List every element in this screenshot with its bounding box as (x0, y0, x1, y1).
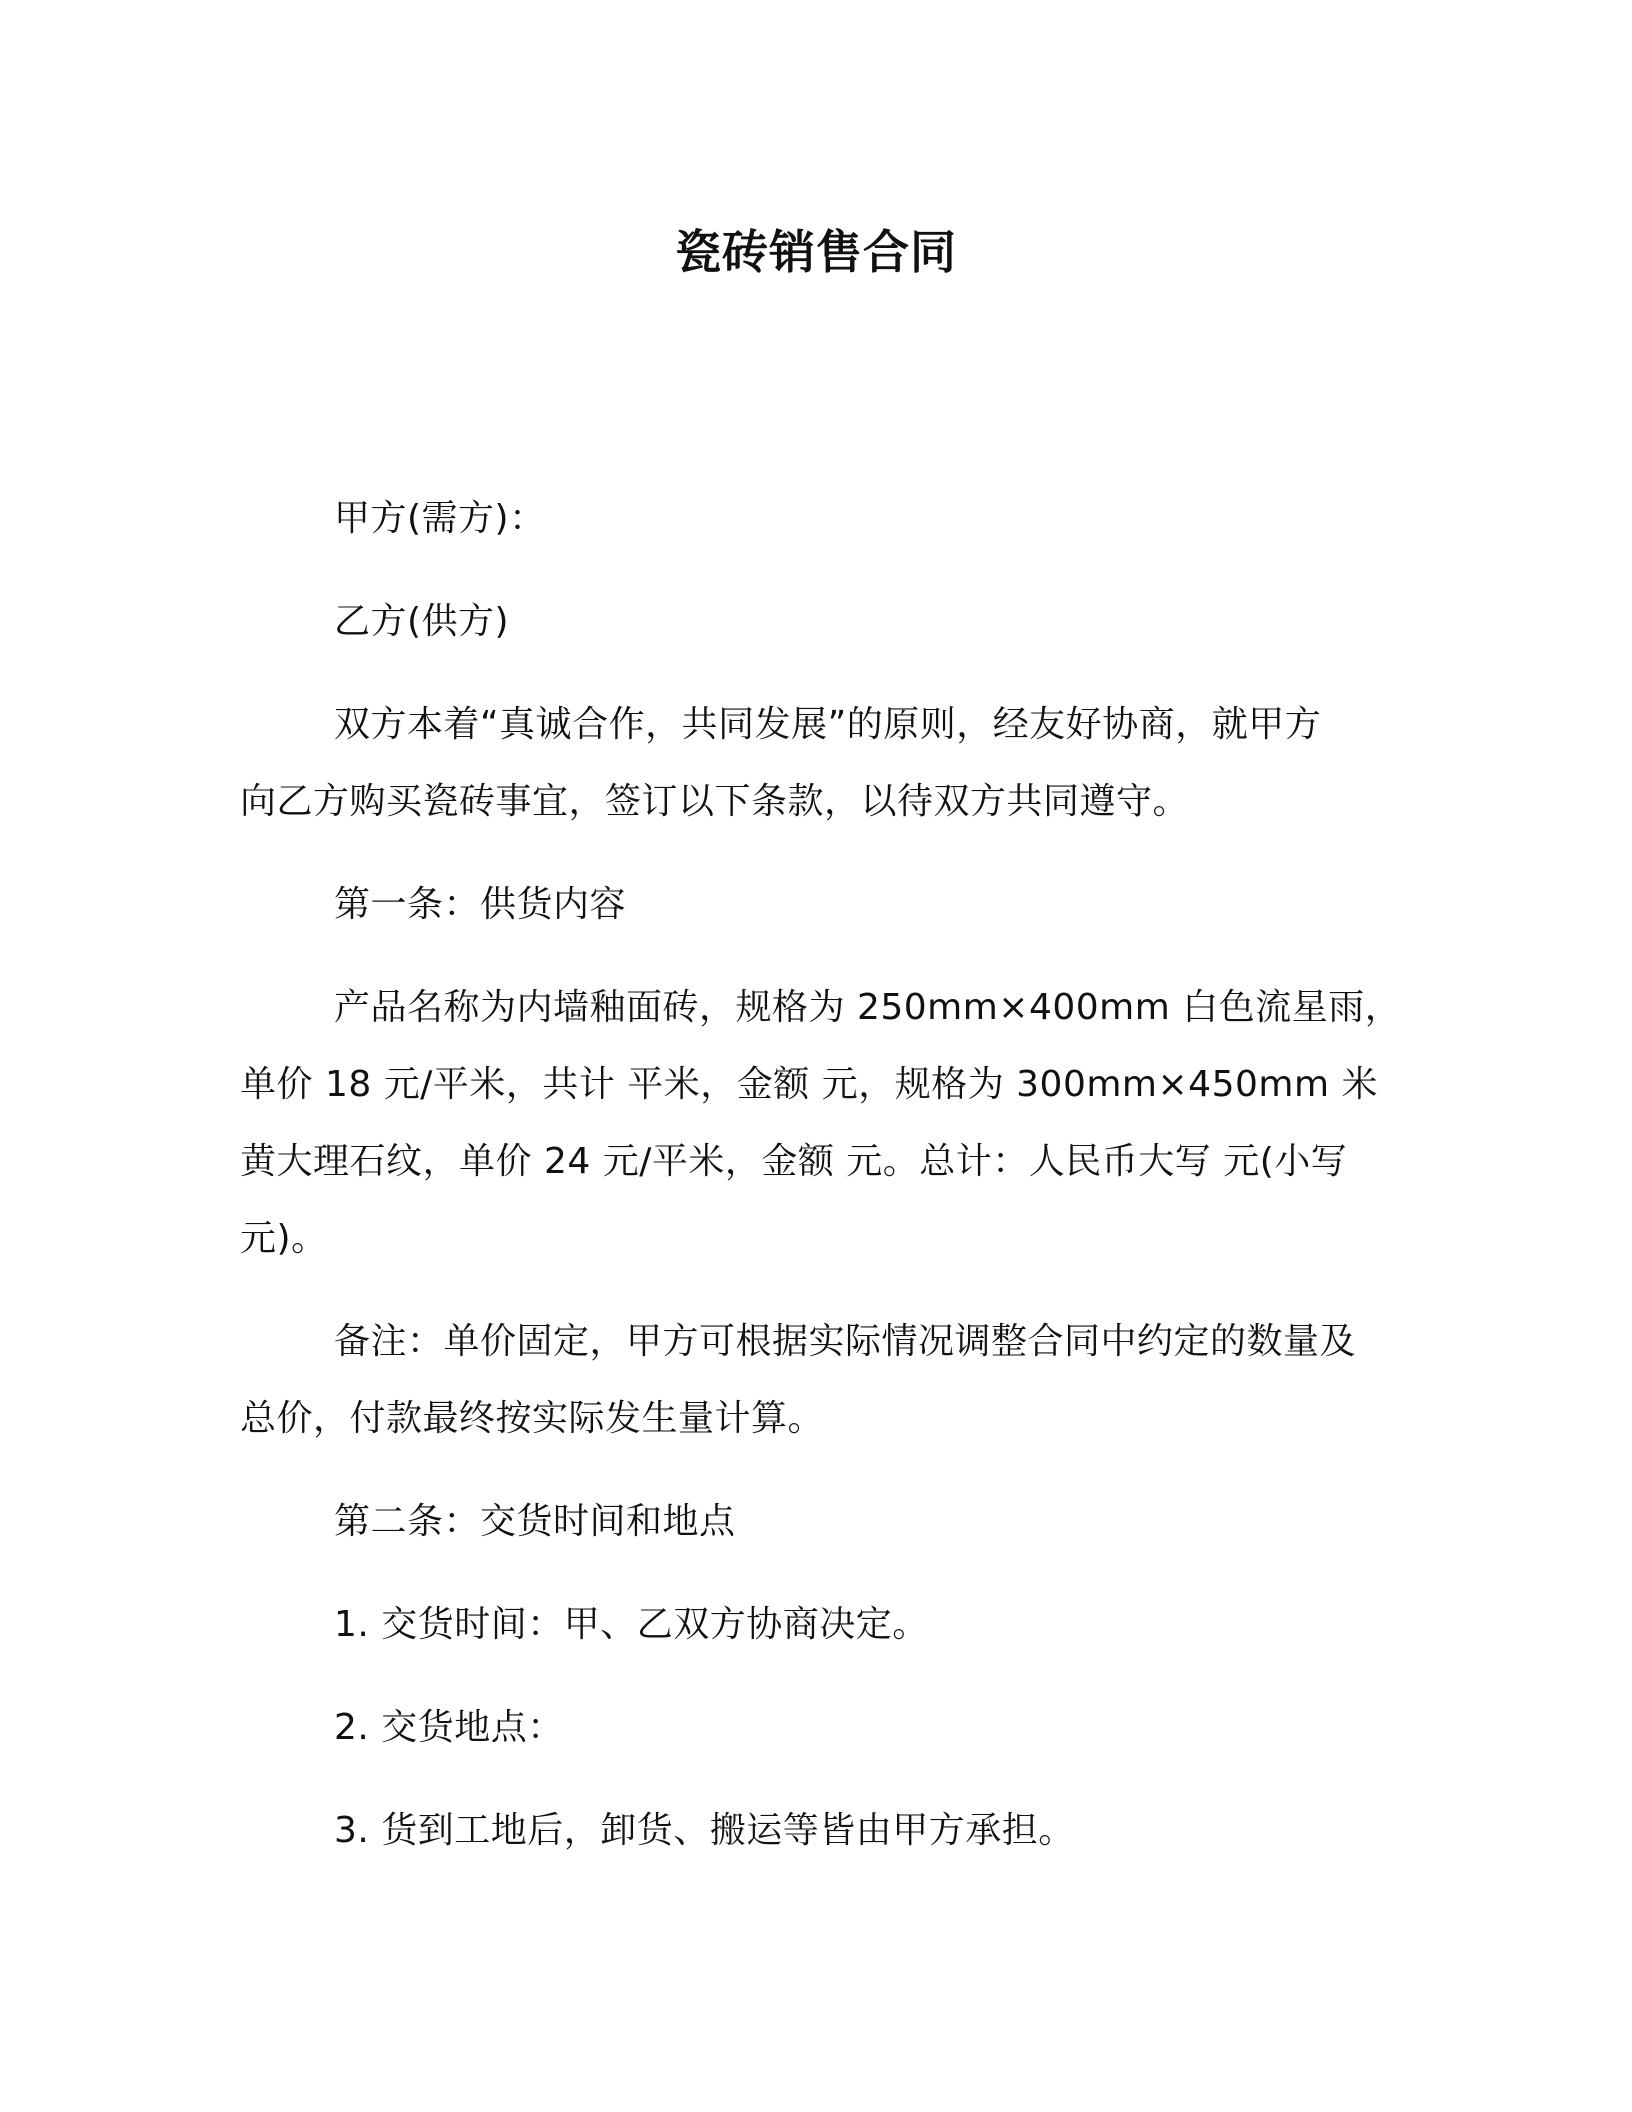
article1-heading: 第一条：供货内容 (334, 884, 627, 925)
party-b-line: 乙方(供方) (334, 601, 510, 642)
product-line-4: 元)。 (240, 1218, 328, 1259)
article2-item-3: 3. 货到工地后，卸货、搬运等皆由甲方承担。 (334, 1810, 1075, 1851)
note-line-2: 总价，付款最终按实际发生量计算。 (240, 1398, 825, 1439)
document-title: 瓷砖销售合同 (675, 225, 957, 279)
intro-line-1: 双方本着“真诚合作，共同发展”的原则，经友好协商，就甲方 (334, 704, 1322, 745)
party-a-line: 甲方(需方)： (334, 498, 546, 539)
product-line-2: 单价 18 元/平米，共计 平米，金额 元，规格为 300mm×450mm 米 (240, 1064, 1378, 1105)
article2-item-1: 1. 交货时间：甲、乙双方协商决定。 (334, 1604, 929, 1645)
article2-heading: 第二条：交货时间和地点 (334, 1501, 736, 1542)
intro-line-2: 向乙方购买瓷砖事宜，签订以下条款，以待双方共同遵守。 (240, 781, 1190, 822)
product-line-3: 黄大理石纹，单价 24 元/平米，金额 元。总计：人民币大写 元(小写 (240, 1141, 1348, 1182)
note-line-1: 备注：单价固定，甲方可根据实际情况调整合同中约定的数量及 (334, 1321, 1357, 1362)
article2-item-2: 2. 交货地点： (334, 1707, 564, 1748)
product-line-1: 产品名称为内墙釉面砖，规格为 250mm×400mm 白色流星雨， (334, 987, 1402, 1028)
